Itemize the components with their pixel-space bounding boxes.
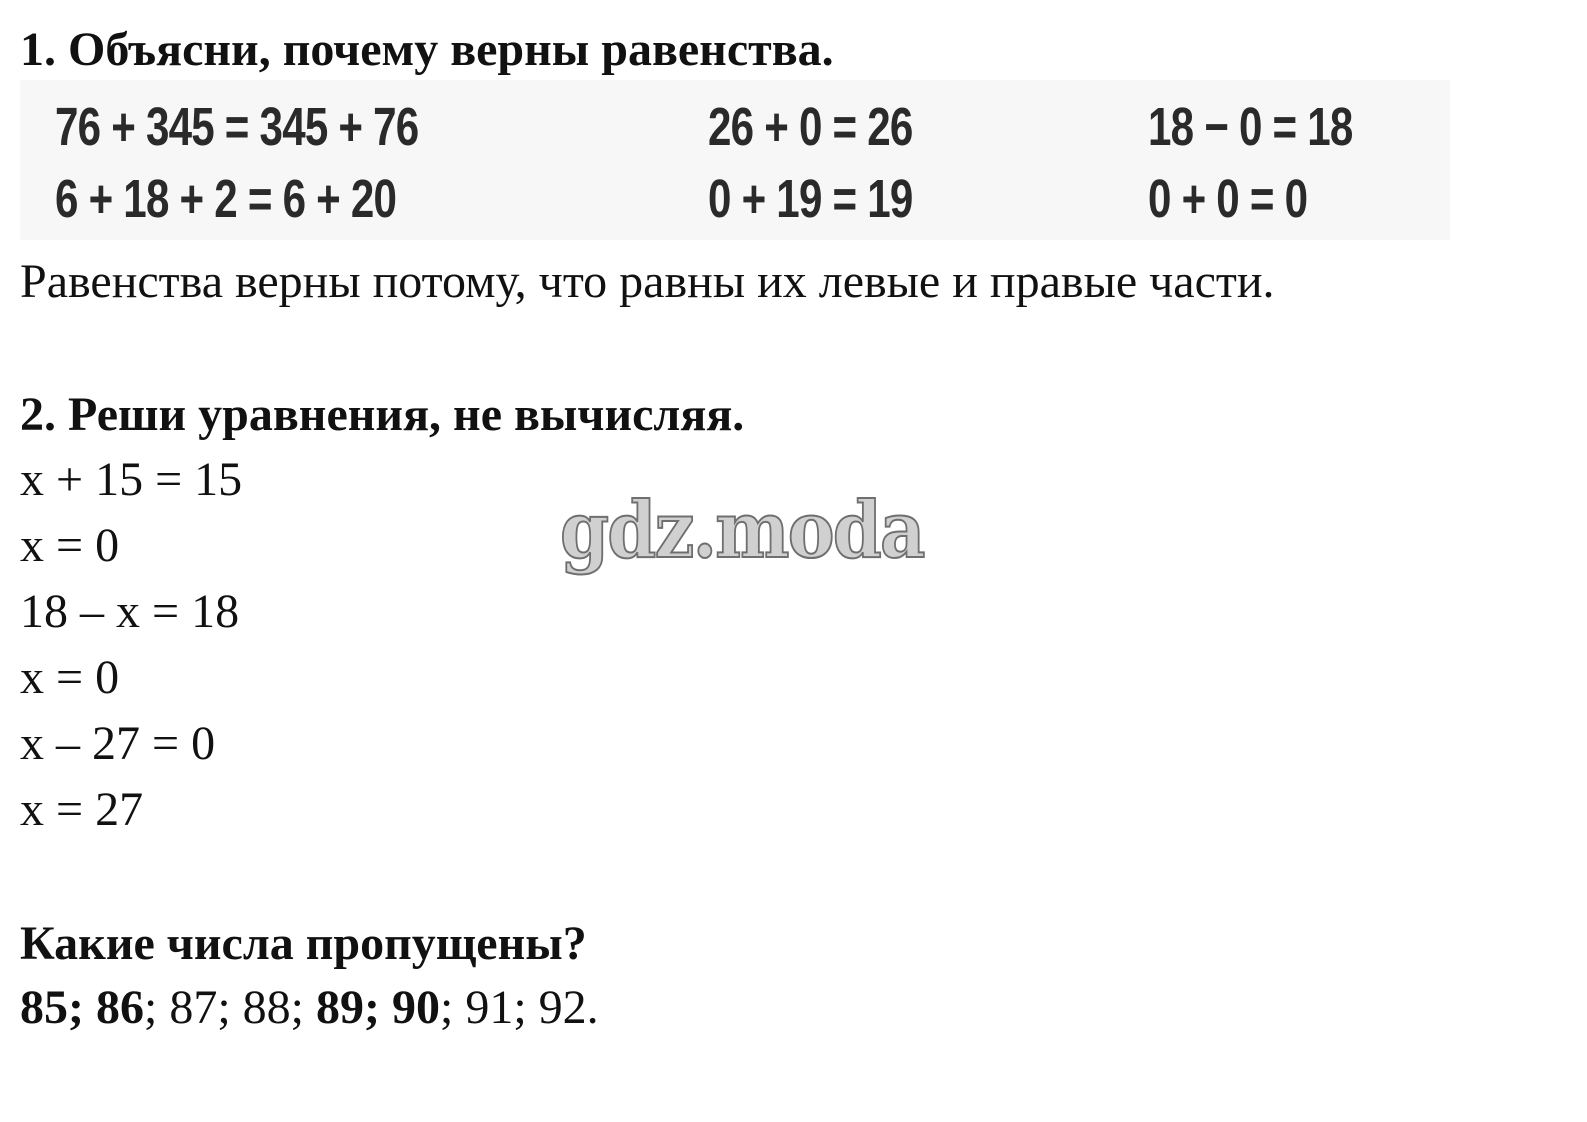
task3-answer (20, 981, 599, 1034)
equation: 26 + 0 = 26 (708, 97, 913, 157)
watermark: gdz.moda (560, 485, 924, 576)
solution-line: x = 27 (20, 783, 144, 836)
equations-panel (20, 80, 1450, 240)
answer-part: ; 91; 92. (439, 981, 599, 1034)
task1-heading: 1. Объясни, почему верны равенства. (20, 23, 834, 76)
task2-heading: 2. Реши уравнения, не вычисляя. (20, 388, 745, 441)
answer-bold-part: 89; 90 (316, 981, 440, 1034)
solution-line: x + 15 = 15 (20, 453, 243, 506)
solution-line: x – 27 = 0 (20, 717, 216, 770)
equation: 0 + 19 = 19 (708, 169, 913, 229)
equation: 6 + 18 + 2 = 6 + 20 (55, 169, 397, 229)
task1-explanation: Равенства верны потому, что равны их левые и правые части. (20, 255, 1275, 308)
equation: 76 + 345 = 345 + 76 (55, 97, 419, 157)
equation: 0 + 0 = 0 (1148, 169, 1308, 229)
task3-heading: Какие числа пропущены? (20, 917, 587, 970)
solution-line: 18 – x = 18 (20, 585, 240, 638)
answer-bold-part: 85; 86 (20, 981, 144, 1034)
solution-line: x = 0 (20, 519, 120, 572)
answer-part: ; 87; 88; (143, 981, 316, 1034)
equation: 18 − 0 = 18 (1148, 97, 1353, 157)
solution-line: x = 0 (20, 651, 120, 704)
